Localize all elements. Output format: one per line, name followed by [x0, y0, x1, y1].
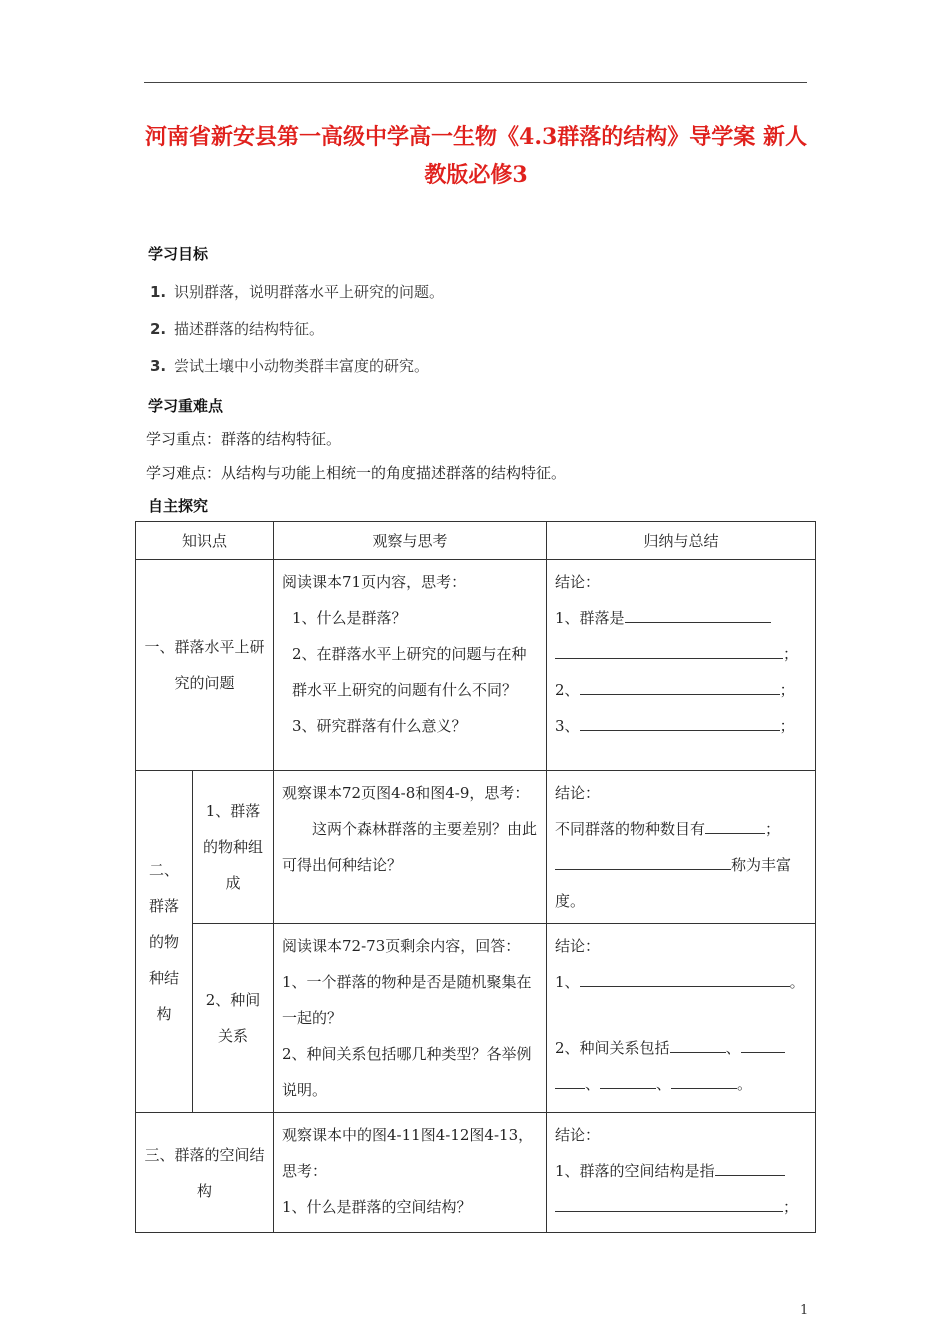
think-line: 2、在群落水平上研究的问题与在种群水平上研究的问题有什么不同？ — [292, 645, 527, 699]
conclusion-label: 结论： — [555, 573, 601, 591]
row2-point: 二、群落的物种结构 — [136, 771, 193, 1113]
conclusion-text: 2、 — [555, 681, 580, 699]
conclusion-end: 。 — [789, 973, 805, 991]
separator: 、 — [725, 1039, 741, 1057]
think-line: 1、一个群落的物种是否是随机聚集在一起的？ — [282, 973, 532, 1027]
objective-text: 描述群落的结构特征。 — [174, 320, 325, 338]
blank-line[interactable] — [600, 1074, 656, 1089]
header-rule — [144, 82, 807, 83]
conclusion-text: 2、种间关系包括 — [555, 1039, 670, 1057]
think-line: 阅读课本72-73页剩余内容，回答： — [282, 937, 521, 955]
document-title: 河南省新安县第一高级中学高一生物《4.3群落的结构》导学案 新人教版必修3 — [145, 124, 807, 188]
row3-conclusion — [547, 1113, 816, 1233]
row2-think1 — [274, 771, 547, 924]
key-point: 学习重点：群落的结构特征。 — [146, 430, 342, 448]
conclusion-text: 3、 — [555, 717, 580, 735]
blank-line[interactable] — [555, 1197, 783, 1212]
header-summary: 归纳与总结 — [547, 522, 816, 560]
row1-conclusion — [547, 560, 816, 771]
difficulty-heading: 学习重难点 — [148, 397, 224, 415]
objective-num: 3. — [150, 357, 167, 375]
objective-num: 2. — [150, 320, 167, 338]
row3-think — [274, 1113, 547, 1233]
conclusion-end: ； — [783, 645, 799, 663]
objective-num: 1. — [150, 283, 167, 301]
think-line: 2、种间关系包括哪几种类型？各举例说明。 — [282, 1045, 532, 1099]
blank-line[interactable] — [555, 1074, 585, 1089]
conclusion-end: ； — [779, 717, 795, 735]
blank-line[interactable] — [741, 1038, 785, 1053]
objective-item — [150, 355, 429, 376]
difficult-point: 学习难点：从结构与功能上相统一的角度描述群落的结构特征。 — [146, 464, 567, 482]
conclusion-text: 1、 — [555, 973, 580, 991]
blank-line[interactable] — [670, 1038, 726, 1053]
blank-line[interactable] — [555, 855, 731, 870]
explore-heading: 自主探究 — [148, 497, 209, 515]
objective-item — [150, 318, 324, 339]
row2-sub2: 2、种间关系 — [193, 924, 274, 1113]
conclusion-end: ； — [765, 820, 781, 838]
think-line: 观察课本中的图4-11图4-12图4-13，思考： — [282, 1126, 534, 1180]
objective-text: 识别群落，说明群落水平上研究的问题。 — [174, 283, 445, 301]
row2-conclusion2 — [547, 924, 816, 1113]
conclusion-end: ； — [783, 1198, 799, 1216]
blank-line[interactable] — [705, 819, 765, 834]
conclusion-label: 结论： — [555, 784, 601, 802]
blank-line[interactable] — [671, 1074, 737, 1089]
blank-line[interactable] — [715, 1161, 785, 1176]
think-line: 观察课本72页图4-8和图4-9，思考： — [282, 784, 530, 802]
think-line: 这两个森林群落的主要差别？由此可得出何种结论？ — [282, 820, 538, 874]
think-line: 3、研究群落有什么意义？ — [292, 717, 467, 735]
think-line: 1、什么是群落？ — [292, 609, 407, 627]
objective-text: 尝试土壤中小动物类群丰富度的研究。 — [174, 357, 430, 375]
conclusion-label: 结论： — [555, 937, 601, 955]
separator: 、 — [656, 1075, 672, 1093]
conclusion-text: 不同群落的物种数目有 — [555, 820, 706, 838]
blank-line[interactable] — [580, 972, 790, 987]
blank-line[interactable] — [625, 608, 771, 623]
row2-conclusion1 — [547, 771, 816, 924]
think-line: 阅读课本71页内容，思考： — [282, 573, 467, 591]
explore-table — [135, 521, 816, 1233]
header-observe: 观察与思考 — [274, 522, 547, 560]
conclusion-end: 。 — [737, 1075, 753, 1093]
conclusion-text: 1、群落是 — [555, 609, 625, 627]
page-number: 1 — [800, 1303, 809, 1318]
blank-line[interactable] — [580, 680, 780, 695]
conclusion-text: 1、群落的空间结构是指 — [555, 1162, 715, 1180]
header-knowledge: 知识点 — [136, 522, 274, 560]
objective-item — [150, 281, 444, 302]
conclusion-end: ； — [779, 681, 795, 699]
objectives-heading: 学习目标 — [148, 245, 209, 263]
row2-think2 — [274, 924, 547, 1113]
row1-point: 一、群落水平上研究的问题 — [136, 560, 274, 771]
conclusion-text: 称为丰富度。 — [555, 856, 792, 910]
conclusion-label: 结论： — [555, 1126, 601, 1144]
blank-line[interactable] — [580, 716, 780, 731]
blank-line[interactable] — [555, 644, 783, 659]
row3-point: 三、群落的空间结构 — [136, 1113, 274, 1233]
separator: 、 — [585, 1075, 601, 1093]
row2-sub1: 1、群落的物种组成 — [193, 771, 274, 924]
row1-think — [274, 560, 547, 771]
think-line: 1、什么是群落的空间结构？ — [282, 1198, 472, 1216]
